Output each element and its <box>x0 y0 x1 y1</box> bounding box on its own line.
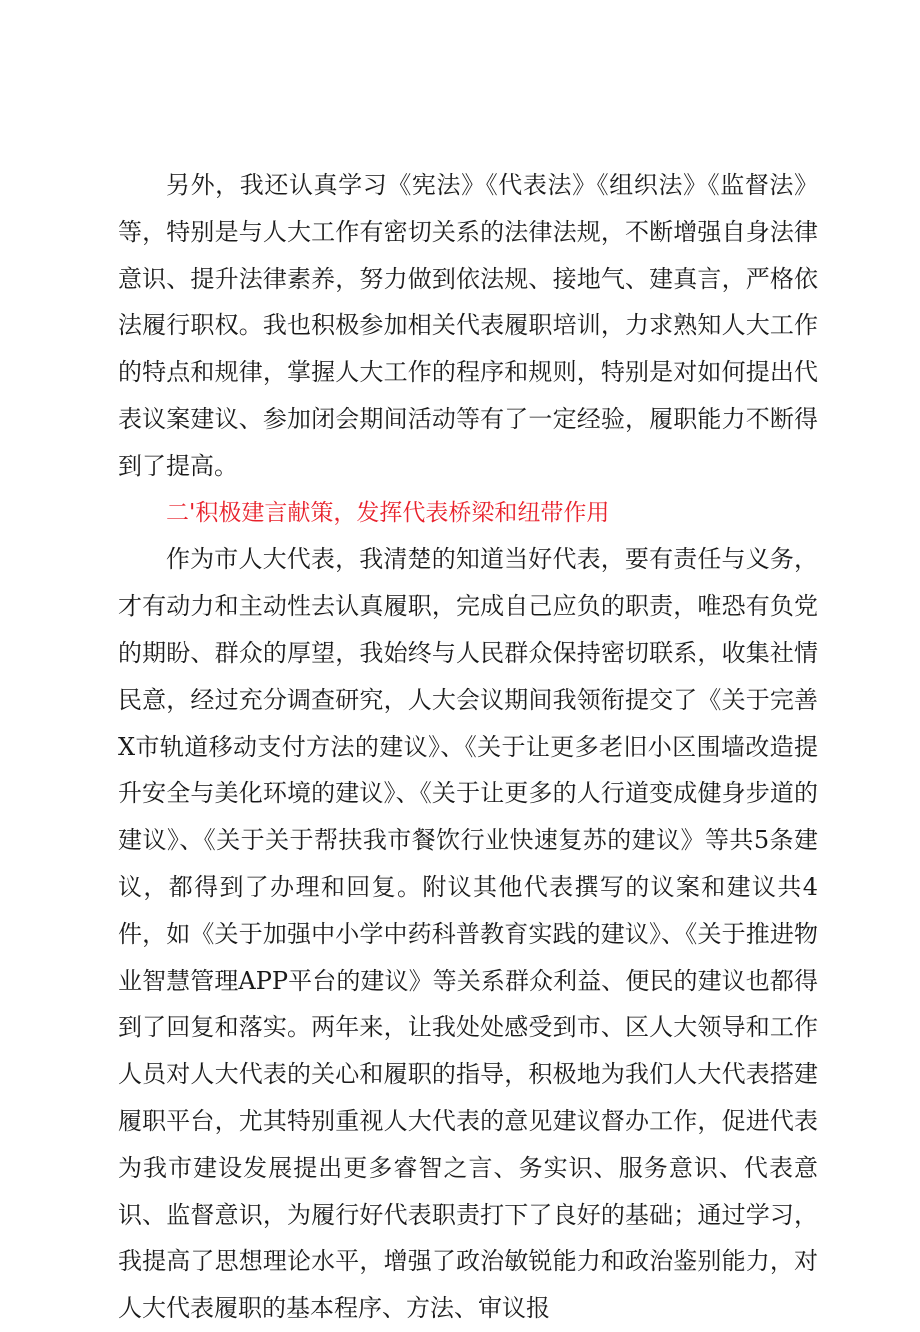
document-body <box>118 162 818 1332</box>
body-paragraph-1: 另外，我还认真学习《宪法》《代表法》《组织法》《监督法》等，特别是与人大工作有密切关系的法律法规，不断增强自身法律意识、提升法律素养，努力做到依法规、接地气、建真言，严格依法履行职权。我也积极参加相关代表履职培训，力求熟知人大工作的特点和规律，掌握人大工作的程序和规则，特别是对如何提出代表议案建议、参加闭会期间活动等有了一定经验，履职能力不断得到了提高。 <box>118 171 818 480</box>
section-heading: 二'积极建言献策，发挥代表桥梁和纽带作用 <box>166 499 610 526</box>
body-paragraph-2: 作为市人大代表，我清楚的知道当好代表，要有责任与义务，才有动力和主动性去认真履职，完成自己应负的职责，唯恐有负党的期盼、群众的厚望，我始终与人民群众保持密切联系，收集社情民意，经过充分调查研究，人大会议期间我领衔提交了《关于完善X市轨道移动支付方法的建议》、《关于让更多老旧小区围墙改造提升安全与美化环境的建议》、《关于让更多的人行道变成健身步道的建议》、《关于关于帮扶我市餐饮行业快速复苏的建议》等共5条建议，都得到了办理和回复。附议其他代表撰写的议案和建议共4件，如《关于加强中小学中药科普教育实践的建议》、《关于推进物业智慧管理APP平台的建议》等关系群众利益、便民的建议也都得到了回复和落实。两年来，让我处处感受到市、区人大领导和工作人员对人大代表的关心和履职的指导，积极地为我们人大代表搭建履职平台，尤其特别重视人大代表的意见建议督办工作，促进代表为我市建设发展提出更多睿智之言、务实识、服务意识、代表意识、监督意识，为履行好代表职责打下了良好的基础；通过学习，我提高了思想理论水平，增强了政治敏锐能力和政治鉴别能力，对人大代表履职的基本程序、方法、审议报 <box>118 545 818 1323</box>
